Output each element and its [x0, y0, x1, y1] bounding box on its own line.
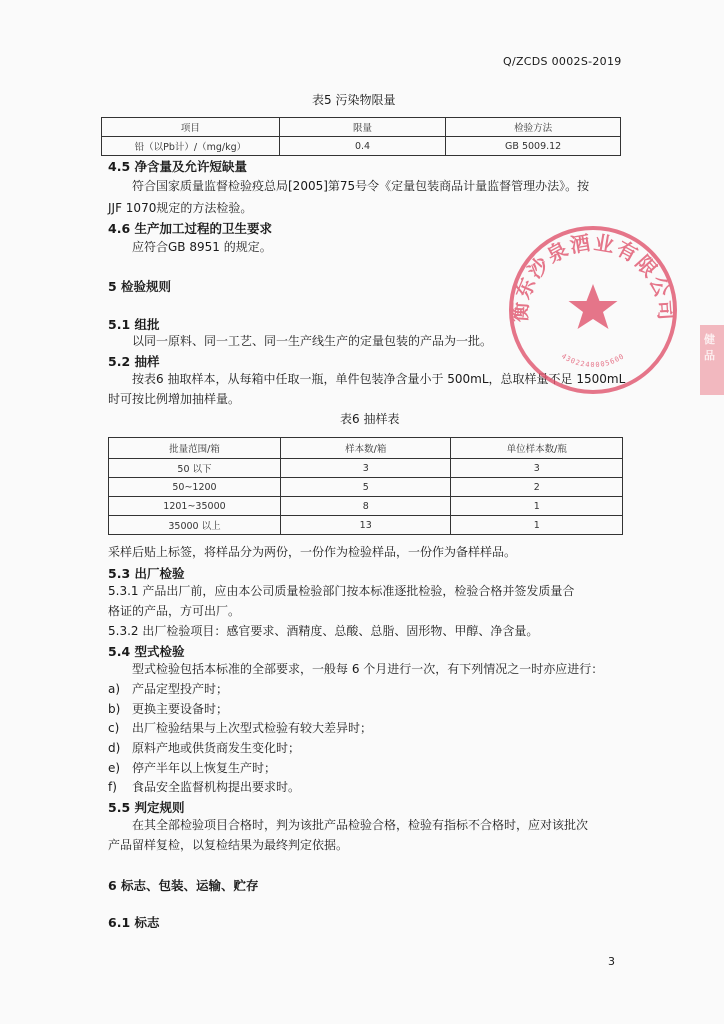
- paragraph-line: JJF 1070规定的方法检验。: [108, 201, 253, 215]
- table-row: [109, 478, 623, 497]
- section-heading: 4.5 净含量及允许短缺量: [108, 159, 247, 174]
- sampling-table: [108, 437, 623, 535]
- table-header-cell: 样本数/箱: [280, 438, 451, 459]
- table-cell: 3: [451, 459, 623, 478]
- table-cell: 0.4: [279, 137, 446, 156]
- list-item: 原料产地或供货商发生变化时；: [132, 741, 301, 755]
- list-item: 产品定型投产时；: [132, 682, 229, 696]
- document-number: Q/ZCDS 0002S-2019: [503, 55, 622, 68]
- paragraph-line: 采样后贴上标签，将样品分为两份，一份作为检验样品，一份作为备样样品。: [108, 545, 517, 559]
- paragraph-line: 时可按比例增加抽样量。: [108, 392, 241, 406]
- table-cell: 8: [280, 497, 451, 516]
- table-header-row: [109, 438, 623, 459]
- chapter-heading: 6 标志、包装、运输、贮存: [108, 878, 259, 893]
- section-heading: 4.6 生产加工过程的卫生要求: [108, 221, 272, 236]
- table-header-cell: 单位样本数/瓶: [451, 438, 623, 459]
- list-item: 食品安全监督机构提出要求时。: [132, 780, 301, 794]
- svg-text:4302240005600: [560, 352, 626, 369]
- table-cell: 2: [451, 478, 623, 497]
- list-item: 停产半年以上恢复生产时；: [132, 761, 277, 775]
- table-cell: 1: [451, 497, 623, 516]
- table-header-cell: 批量范围/箱: [109, 438, 281, 459]
- paragraph-line: 按表6 抽取样本，从每箱中任取一瓶，单件包装净含量小于 500mL，总取样量不足 1500mL: [132, 372, 626, 386]
- seal-org-name: 衡东沙泉酒业有限公司: [507, 230, 679, 323]
- table-cell: 50 以下: [109, 459, 281, 478]
- section-heading: 5.1 组批: [108, 317, 160, 332]
- list-marker: c): [108, 721, 120, 735]
- table-row: [109, 497, 623, 516]
- list-marker: e): [108, 761, 121, 775]
- table-header-row: [102, 118, 621, 137]
- list-marker: f): [108, 780, 117, 794]
- list-item: 更换主要设备时；: [132, 702, 229, 716]
- section-heading: 5.3 出厂检验: [108, 566, 185, 581]
- contaminant-limit-table: [101, 117, 621, 156]
- list-marker: a): [108, 682, 121, 696]
- table-cell: 5: [280, 478, 451, 497]
- chapter-heading: 5 检验规则: [108, 279, 172, 294]
- paragraph-line: 在其全部检验项目合格时，判为该批产品检验合格，检验有指标不合格时，应对该批次: [132, 818, 589, 832]
- list-item: 出厂检验结果与上次型式检验有较大差异时；: [132, 721, 373, 735]
- company-seal-stamp: [505, 222, 681, 398]
- section-heading: 5.2 抽样: [108, 354, 160, 369]
- table-cell: 1201~35000: [109, 497, 281, 516]
- table-row: [109, 516, 623, 535]
- paragraph-line: 产品留样复检，以复检结果为最终判定依据。: [108, 838, 349, 852]
- table-header-cell: 限量: [279, 118, 446, 137]
- paragraph-line: 符合国家质量监督检验疫总局[2005]第75号令《定量包装商品计量监督管理办法》。按: [132, 179, 590, 193]
- paragraph-line: 格证的产品，方可出厂。: [108, 604, 241, 618]
- paragraph-line: 5.3.2 出厂检验项目：感官要求、酒精度、总酸、总脂、固形物、甲醇、净含量。: [108, 624, 539, 638]
- table6-caption: 表6 抽样表: [340, 412, 400, 426]
- edge-seal-text: 健品: [704, 333, 715, 362]
- section-heading: 5.5 判定规则: [108, 800, 185, 815]
- list-marker: b): [108, 702, 121, 716]
- page-number: 3: [608, 955, 615, 968]
- paragraph-line: 以同一原料、同一工艺、同一生产线生产的定量包装的产品为一批。: [132, 334, 493, 348]
- table-cell: 1: [451, 516, 623, 535]
- table-cell: 13: [280, 516, 451, 535]
- table-row: [109, 459, 623, 478]
- table-cell: GB 5009.12: [446, 137, 621, 156]
- seal-star-icon: [569, 284, 618, 329]
- table-cell: 3: [280, 459, 451, 478]
- table-header-cell: 检验方法: [446, 118, 621, 137]
- table-cell: 50~1200: [109, 478, 281, 497]
- paragraph-line: 应符合GB 8951 的规定。: [132, 240, 272, 254]
- table5-caption: 表5 污染物限量: [312, 93, 396, 107]
- table-cell: 铅（以Pb计）/（mg/kg）: [102, 137, 280, 156]
- table-cell: 35000 以上: [109, 516, 281, 535]
- section-heading: 6.1 标志: [108, 915, 160, 930]
- edge-seal-fragment: [700, 325, 724, 395]
- table-row: [102, 137, 621, 156]
- paragraph-line: 5.3.1 产品出厂前，应由本公司质量检验部门按本标准逐批检验，检验合格并签发质量合: [108, 584, 575, 598]
- seal-serial: 4302240005600: [559, 352, 627, 370]
- table-header-cell: 项目: [102, 118, 280, 137]
- paragraph-line: 型式检验包括本标准的全部要求，一般每 6 个月进行一次，有下列情况之一时亦应进行：: [132, 662, 604, 676]
- list-marker: d): [108, 741, 121, 755]
- section-heading: 5.4 型式检验: [108, 644, 185, 659]
